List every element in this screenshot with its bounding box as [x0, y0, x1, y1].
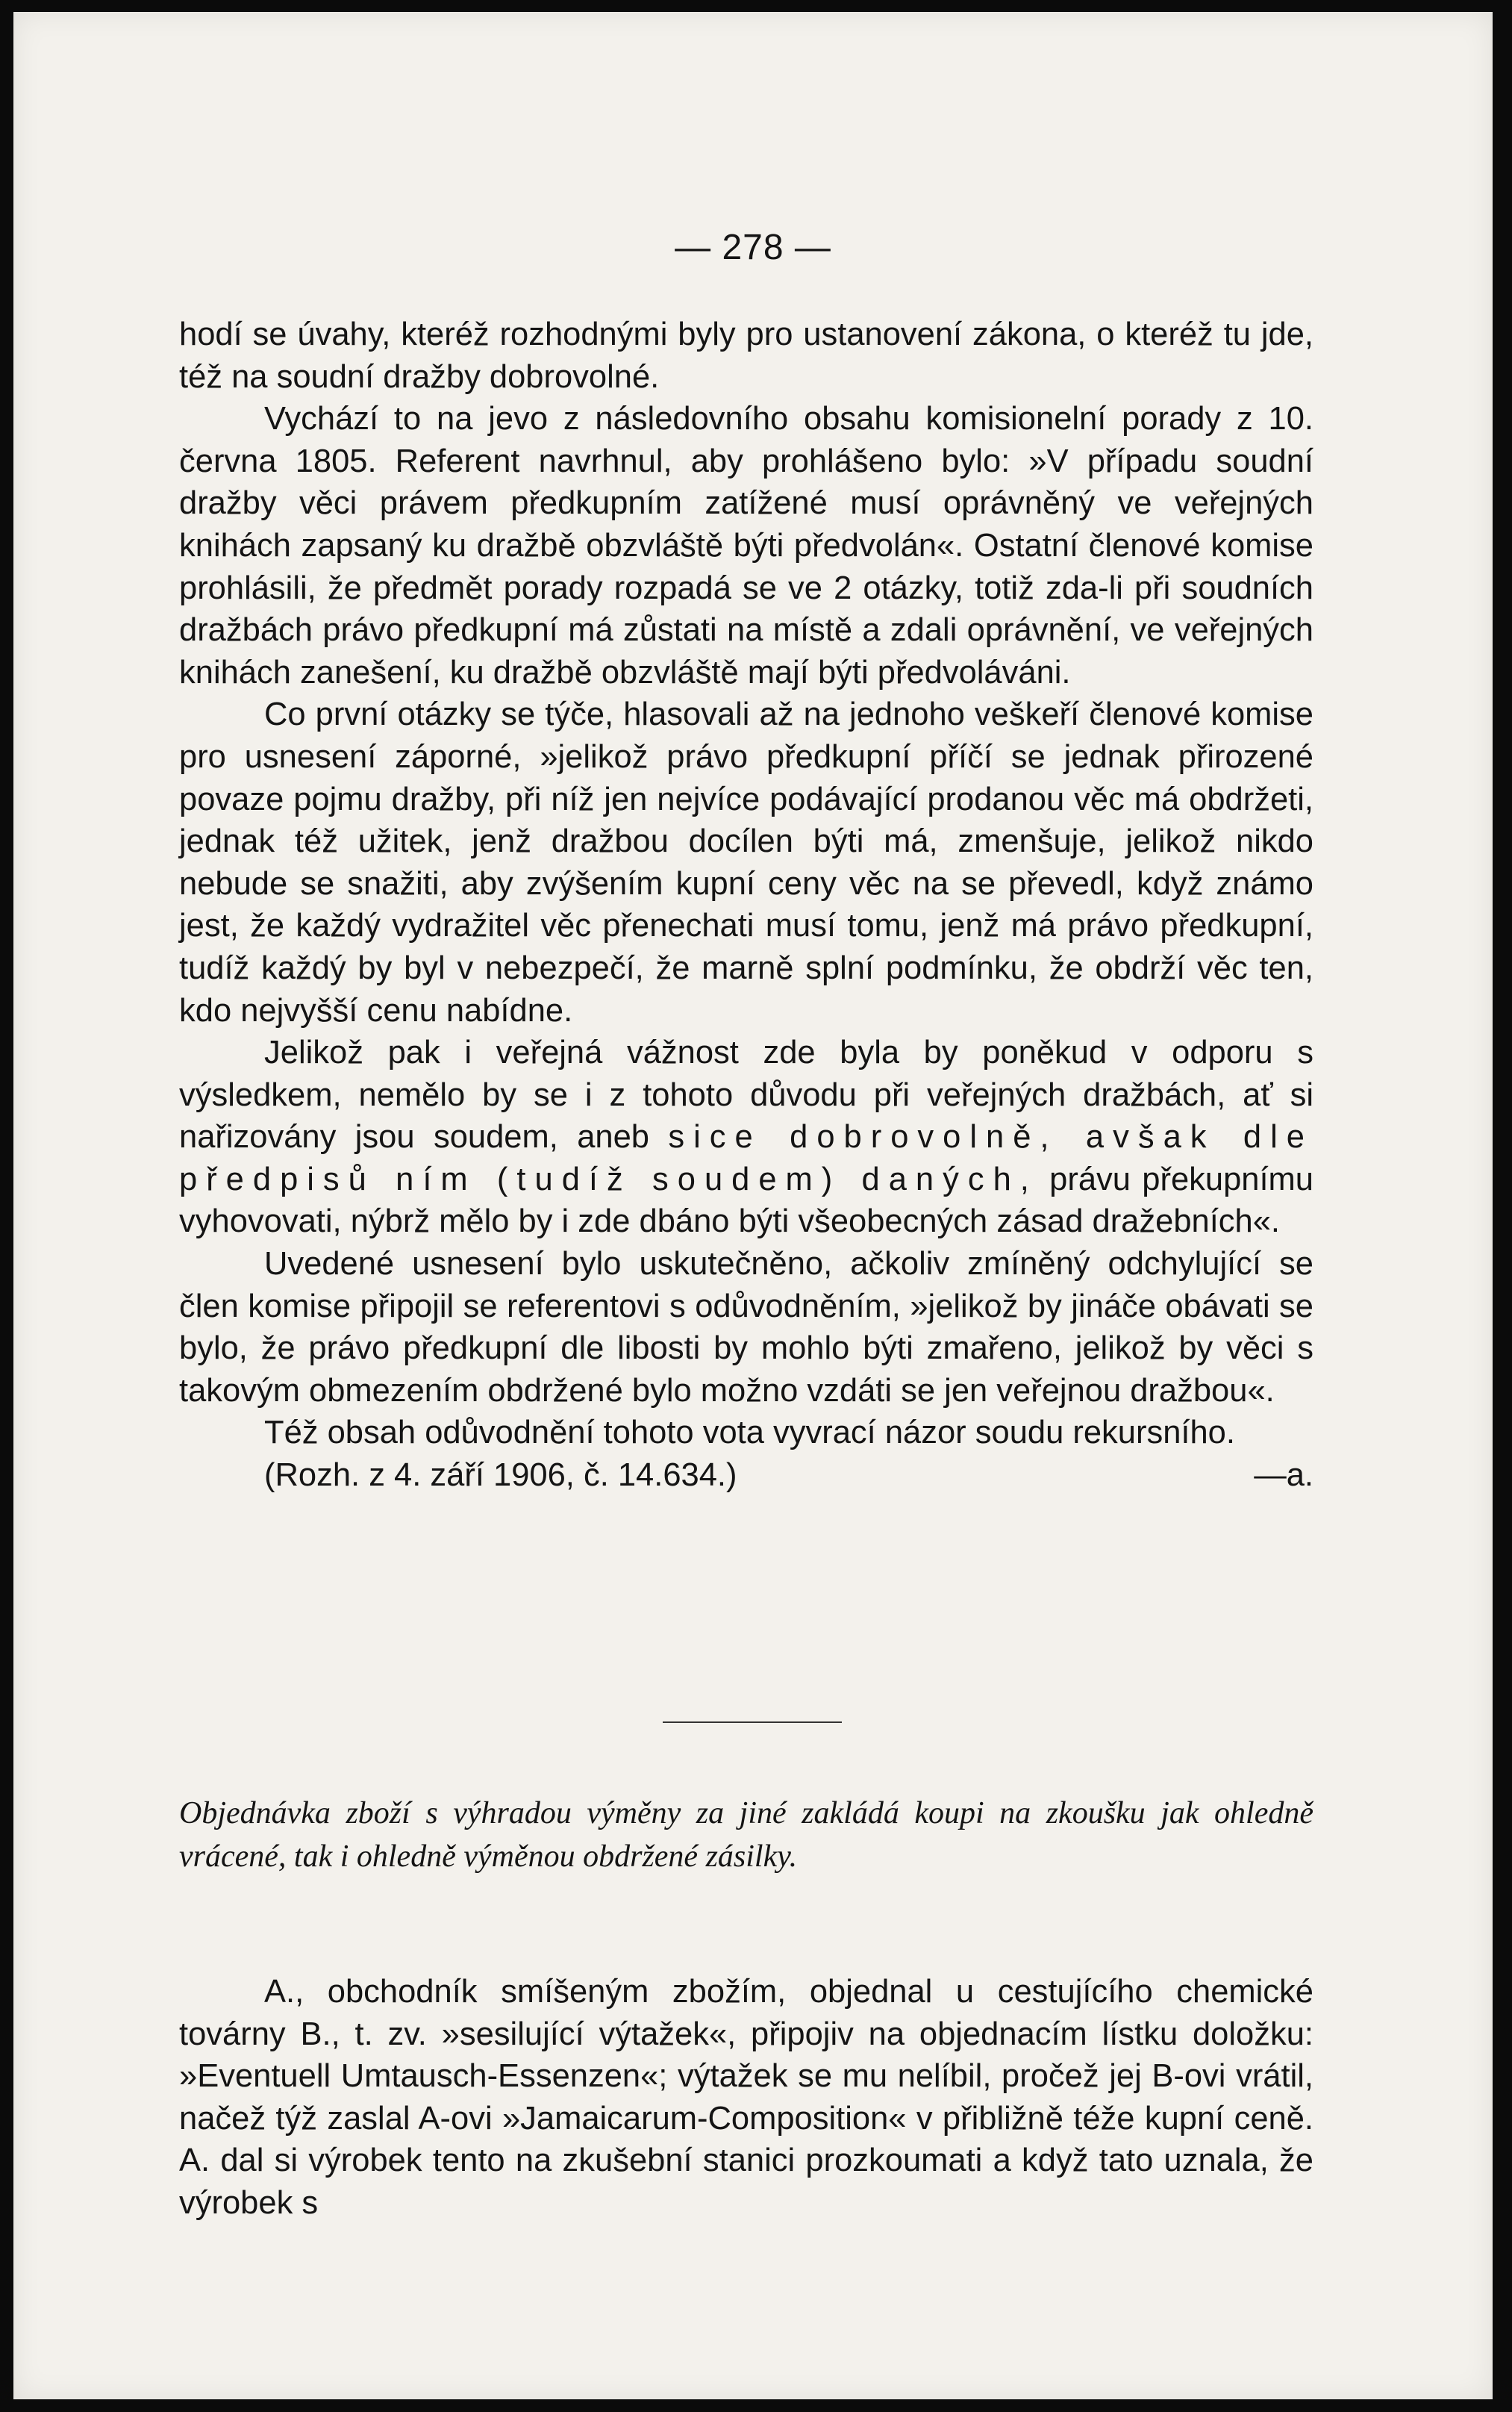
paragraph-commission-meeting: Vychází to na jevo z následovního obsahu komisionelní porady z 10. června 1805. Referent navrhnul, aby prohlášeno bylo: »V případu soudní dražby věci právem předkupním zatížené musí oprávněný ve veřejných knihách zapsaný ku dražbě obzvláště býti předvolán«. Ostatní členové komise prohlásili, že předmět porady rozpadá se ve 2 otázky, totiž zda-li při soudních dražbách právo předkupní má zůstati na místě a zdali oprávnění, ve veřejných knihách zanešení, ku dražbě obzvláště mají býti předvoláváni. [179, 401, 1313, 691]
paragraph-public-auctions-start: Jelikož pak i veřejná vážnost zde byla by poněkud v odporu s výsledkem, nemělo by se i z tohoto důvodu při veřejných dražbách, ať si nařizovány jsou soudem, aneb [179, 1035, 1313, 1156]
paragraph-continuation: hodí se úvahy, kteréž rozhodnými byly pro ustanovení zákona, o kteréž tu jde, též na soudní dražby dobrovolné. [179, 317, 1313, 395]
emphasized-spaced-text: sice dobrovolně, avšak dle předpisů ním (tudíž soudem) daných, [179, 1119, 1313, 1197]
paragraph-first-question: Co první otázky se týče, hlasovali až na jednoho veškeří členové komise pro usnesení záporné, »jelikož právo předkupní příčí se jednak přirozené povaze pojmu dražby, při níž jen nejvíce podávající prodanou věc má obdržeti, jednak též užitek, jenž dražbou docílen býti má, zmenšuje, jelikož nikdo nebude se snažiti, aby zvýšením kupní ceny věc na se převedl, když známo jest, že každý vydražitel věc přenechati musí tomu, jenž má právo předkupní, tudíž každý by byl v nebezpečí, že marně splní podmínku, že obdrží věc ten, kdo nejvyšší cenu nabídne. [179, 697, 1313, 1029]
decision-citation: (Rozh. z 4. září 1906, č. 14.634.) [264, 1457, 737, 1494]
page-number: — 278 — [675, 228, 831, 267]
author-signature: —a. [1254, 1457, 1313, 1494]
headnote-text: Objednávka zboží s výhradou výměny za jiné zakládá koupi na zkoušku jak ohledně vrácené, tak i ohledně výměnou obdržené zásilky. [179, 1796, 1313, 1874]
paragraph-public-auctions [179, 1032, 1313, 1243]
paragraph-resolution: Uvedené usnesení bylo uskutečněno, ačkoliv zmíněný odchylující se člen komise připojil se referentovi s odůvodněním, »jelikož by jináče obávati se bylo, že právo předkupní dle libosti by mohlo býti zmařeno, jelikož by věci s takovým obmezením obdržené bylo možno vzdáti se jen veřejnou dražbou«. [179, 1246, 1313, 1409]
citation-line [179, 1454, 1313, 1497]
main-text [179, 314, 1313, 1497]
section-divider [663, 1721, 842, 1723]
paragraph-refutation: Též obsah odůvodnění tohoto vota vyvrací názor soudu rekursního. [264, 1415, 1235, 1451]
document-page [13, 12, 1493, 2399]
case-paragraph: A., obchodník smíšeným zbožím, objednal u cestujícího chemické továrny B., t. zv. »sesilující výtažek«, připojiv na objednacím lístku doložku: »Eventuell Umtausch-Essenzen«; výtažek se mu nelíbil, pročež jej B-ovi vrátil, načež týž zaslal A-ovi »Jamaicarum-Composition« v přibližně téže kupní ceně. A. dal si výrobek tento na zkušební stanici prozkoumati a když tato uznala, že výrobek s [179, 1974, 1313, 2221]
paragraph-public-auctions-end: právu překupnímu vyhovovati, nýbrž mělo by i zde dbáno býti všeobecných zásad dražebních«. [179, 1161, 1313, 1240]
case-headnote [179, 1792, 1313, 1878]
case-text [179, 1971, 1313, 2225]
